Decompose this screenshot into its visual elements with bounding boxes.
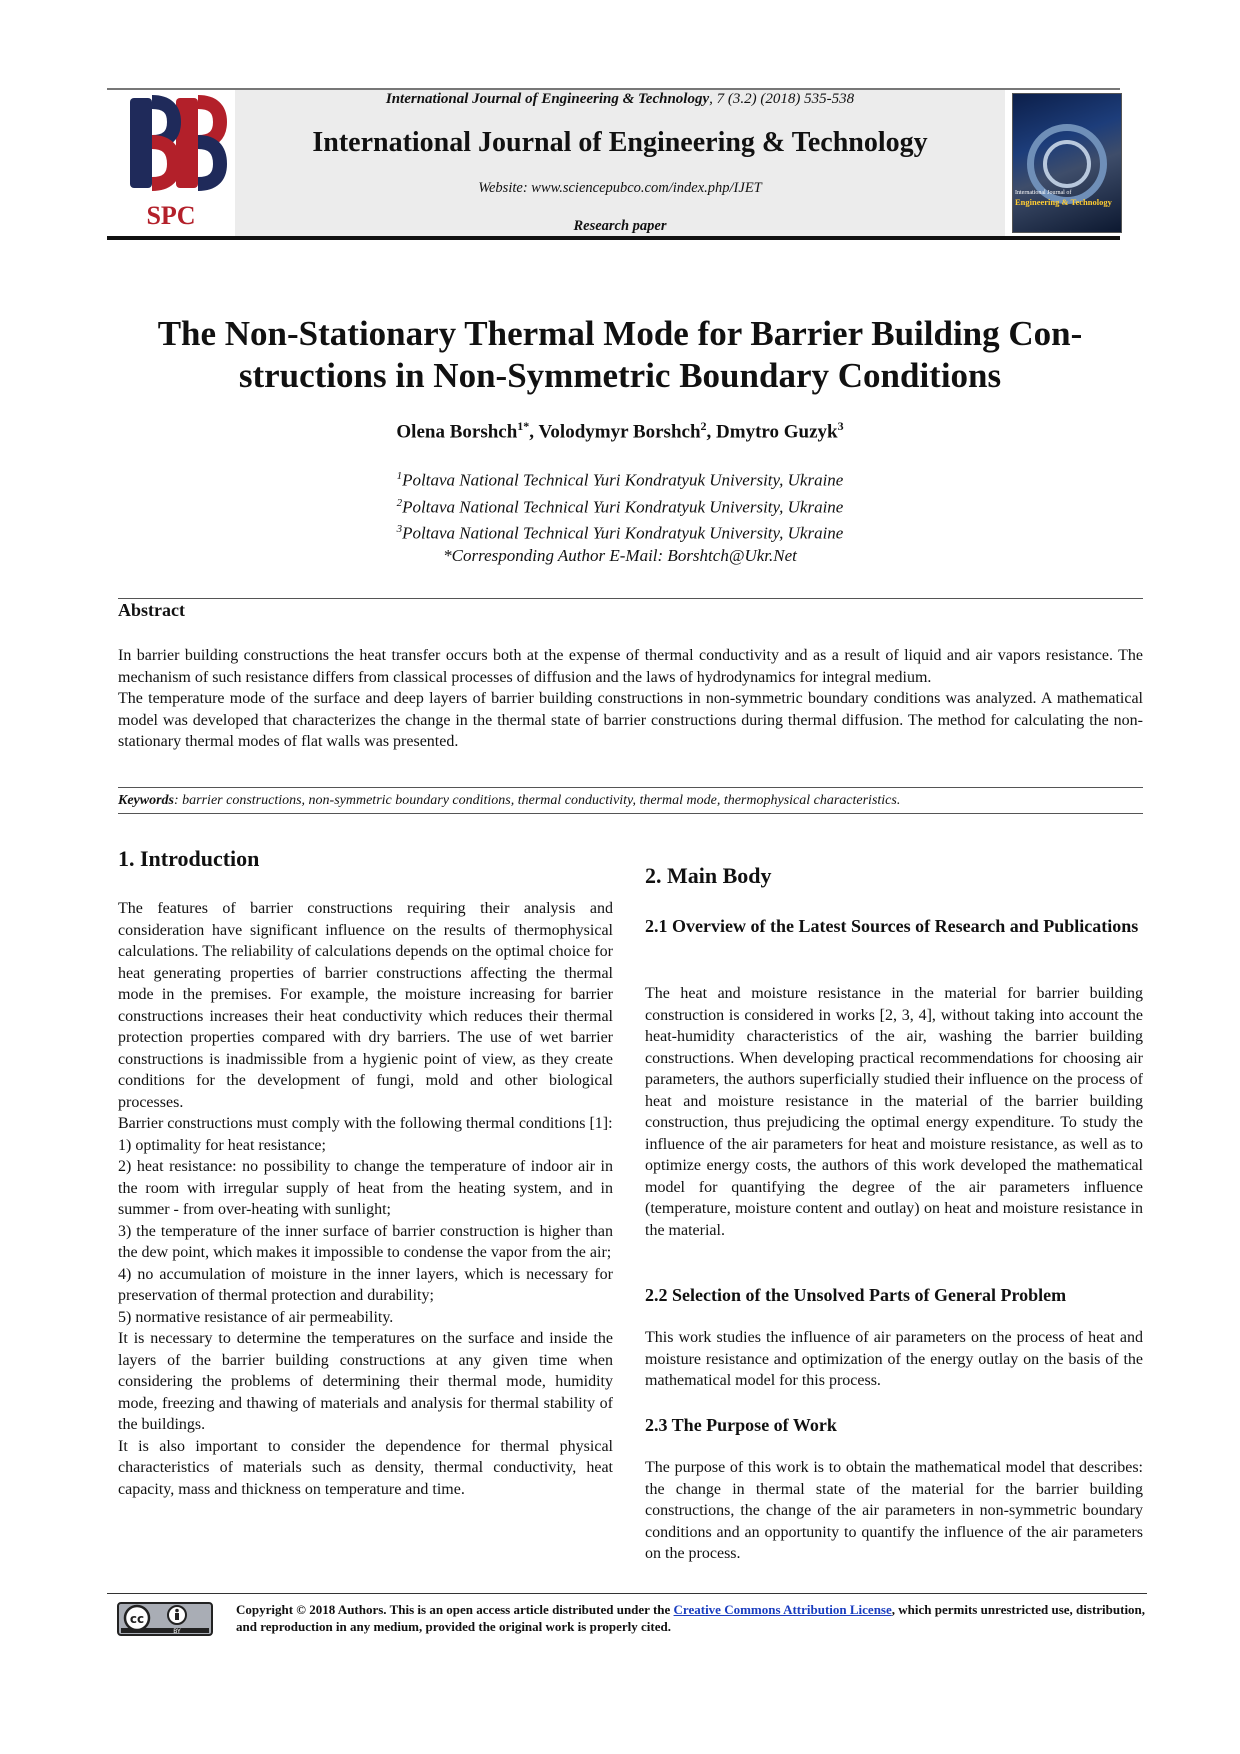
author-name: Dmytro Guzyk (716, 421, 838, 443)
copyright-text-end: , which permits unrestricted use, distribution, and reproduction in any medium, provided the original work is properly cited. (236, 1602, 1146, 1634)
license-link[interactable]: Creative Commons Attribution License (673, 1602, 892, 1617)
affiliation (120, 465, 1120, 492)
cc-by-badge[interactable] (117, 1602, 213, 1636)
affiliation-text: Poltava National Technical Yuri Kondratyuk University, Ukraine (402, 470, 844, 490)
abstract-top-rule (118, 598, 1143, 599)
intro-list-item: 2) heat resistance: no possibility to change the temperature of indoor air in the room with irregular supply of heat from the heating system, and in summer - from over-heating with sunlight; (118, 1158, 613, 1218)
abstract-paragraph: The temperature mode of the surface and deep layers of barrier building constructions in non-symmetric boundary conditions was analyzed. A mathematical model was developed that characterizes the change in the thermal state of barrier constructions during thermal diffusion. The method for calculating the non-stationary thermal modes of flat walls was presented. (118, 690, 1143, 751)
authors (120, 419, 1120, 443)
keywords-label: Keywords (118, 793, 174, 808)
affiliation (120, 492, 1120, 519)
journal-cover-image (1012, 93, 1122, 233)
spc-logo-mark (130, 98, 220, 188)
section-2-2-body (645, 1327, 1143, 1392)
affiliation-sup: 1 (396, 470, 403, 482)
intro-list-item: 1) optimality for heat resistance; (118, 1136, 326, 1154)
section-2-1-body (645, 983, 1143, 1241)
section-2-3-heading: 2.3 The Purpose of Work (645, 1415, 837, 1435)
section-2-3-body (645, 1457, 1143, 1565)
footer-rule (107, 1593, 1147, 1594)
abstract-paragraph: In barrier building constructions the heat transfer occurs both at the expense of thermal conductivity and as a result of liquid and air vapors resistance. The mechanism of such resistance differs from classical processes of diffusion and the laws of hydrodynamics for integral medium. (118, 647, 1143, 686)
title-line-2: structions in Non-Symmetric Boundary Conditions (238, 356, 1002, 395)
author-name: Volodymyr Borshch (538, 421, 701, 443)
spc-logo (112, 92, 230, 232)
intro-list-item: 5) normative resistance of air permeability. (118, 1308, 394, 1326)
keywords-bottom-rule (118, 813, 1143, 814)
author-sup: 3 (837, 419, 844, 433)
affiliations (120, 465, 1120, 567)
cc-label: cc (129, 1612, 145, 1626)
intro-heading: 1. Introduction (118, 846, 260, 871)
intro-paragraph: It is necessary to determine the temperatures on the surface and inside the layers of the barrier building constructions at any given time when considering the problems of determining their thermal mode, humidity mode, freezing and thawing of materials and analysis for thermal stability of the buildings. (118, 1330, 613, 1433)
author-separator: , (706, 421, 717, 443)
journal-title: International Journal of Engineering & Technology (312, 127, 928, 158)
citation-journal: International Journal of Engineering & Technology (385, 91, 710, 107)
abstract-heading: Abstract (118, 600, 185, 620)
author-name: Olena Borshch (396, 421, 518, 443)
journal-website[interactable]: Website: www.sciencepubco.com/index.php/IJET (478, 180, 762, 196)
main-body-heading: 2. Main Body (645, 863, 772, 888)
citation-volume: , 7 (3.2) (2018) 535-538 (709, 91, 855, 107)
section-paragraph: The heat and moisture resistance in the material for barrier building construction is considered in works [2, 3, 4], without taking into account the heat-humidity characteristics of the air, washing the barrier building constructions. When developing practical recommendations for choosing air parameters, the authors superficially studied their influence on the process of heat and moisture resistance in the material of the barrier building construction, thus prejudicing the optimal energy expenditure. To study the influence of the air parameters for heat and moisture resistance, as well as to optimize energy costs, the authors of this work developed the mathematical model for quantifying the degree of the air parameters influence (temperature, moisture content and outlay) on heat and moisture resistance in the material. (645, 985, 1143, 1239)
copyright-text: Copyright © 2018 Authors. This is an open access article distributed under the (236, 1602, 674, 1617)
paper-title (120, 313, 1120, 397)
section-paragraph: This work studies the influence of air parameters on the process of heat and moisture resistance and optimization of the energy outlay on the basis of the mathematical model for this process. (645, 1329, 1143, 1389)
intro-list-item: 4) no accumulation of moisture in the inner layers, which is necessary for preservation of thermal protection and durability; (118, 1265, 613, 1304)
intro-paragraph: The features of barrier constructions requiring their analysis and consideration have significant influence on the results of thermophysical calculations. The reliability of calculations depends on the optimal choice for heat generating properties of barrier constructions affecting the thermal mode in the premises. For example, the moisture increasing for barrier constructions increases their heat conductivity which reduces their thermal protection properties compared with dry barriers. The use of wet barrier constructions is inadmissible from a hygienic point of view, as they create conditions for the development of fungi, mold and other biological processes. (118, 900, 613, 1111)
section-2-1-heading: 2.1 Overview of the Latest Sources of Research and Publications (645, 916, 1139, 936)
header-band (235, 90, 1005, 236)
intro-body (118, 898, 613, 1500)
intro-paragraph: It is also important to consider the dependence for thermal physical characteristics of materials such as density, thermal conductivity, heat capacity, mass and thickness on temperature and time. (118, 1437, 613, 1498)
copyright-notice (236, 1601, 1146, 1635)
title-line-1: The Non-Stationary Thermal Mode for Barrier Building Con- (157, 314, 1083, 353)
section-paragraph: The purpose of this work is to obtain the mathematical model that describes: the change in thermal state of the material for the barrier building constructions, the change of the air parameters in non-symmetric boundary conditions and an opportunity to quantify the influence of the air parameters on the process. (645, 1459, 1143, 1562)
affiliation-text: Poltava National Technical Yuri Kondratyuk University, Ukraine (402, 497, 844, 517)
citation-line (235, 91, 1005, 108)
by-label: BY (173, 1628, 181, 1635)
affiliation-text: Poltava National Technical Yuri Kondratyuk University, Ukraine (402, 523, 844, 543)
intro-list-item: 3) the temperature of the inner surface of barrier construction is higher than the dew point, which makes it impossible to condense the vapor from the air; (118, 1222, 613, 1261)
abstract-body (118, 645, 1143, 753)
author-separator: , (529, 421, 539, 443)
author-sup: 1* (517, 419, 530, 433)
paper-type: Research paper (573, 218, 667, 234)
keywords (118, 793, 1143, 809)
corresponding-author: *Corresponding Author E-Mail: Borshtch@Ukr.Net (443, 545, 797, 565)
header-bottom-rule (107, 236, 1120, 240)
section-2-2-heading: 2.2 Selection of the Unsolved Parts of General Problem (645, 1285, 1067, 1305)
cover-ring-inner (1043, 140, 1091, 188)
logo-text: SPC (146, 201, 196, 230)
affiliation-sup: 3 (396, 523, 403, 536)
keywords-text: : barrier constructions, non-symmetric boundary conditions, thermal conductivity, thermal mode, thermophysical characteristics. (174, 793, 901, 808)
keywords-top-rule (118, 787, 1143, 788)
cover-subtitle: International Journal of (1015, 190, 1072, 196)
cover-title: Engineering & Technology (1015, 197, 1112, 207)
affiliation (120, 518, 1120, 545)
affiliation-sup: 2 (396, 496, 403, 509)
author-sup: 2 (700, 419, 707, 433)
intro-paragraph: Barrier constructions must comply with the following thermal conditions [1]: (118, 1115, 613, 1132)
